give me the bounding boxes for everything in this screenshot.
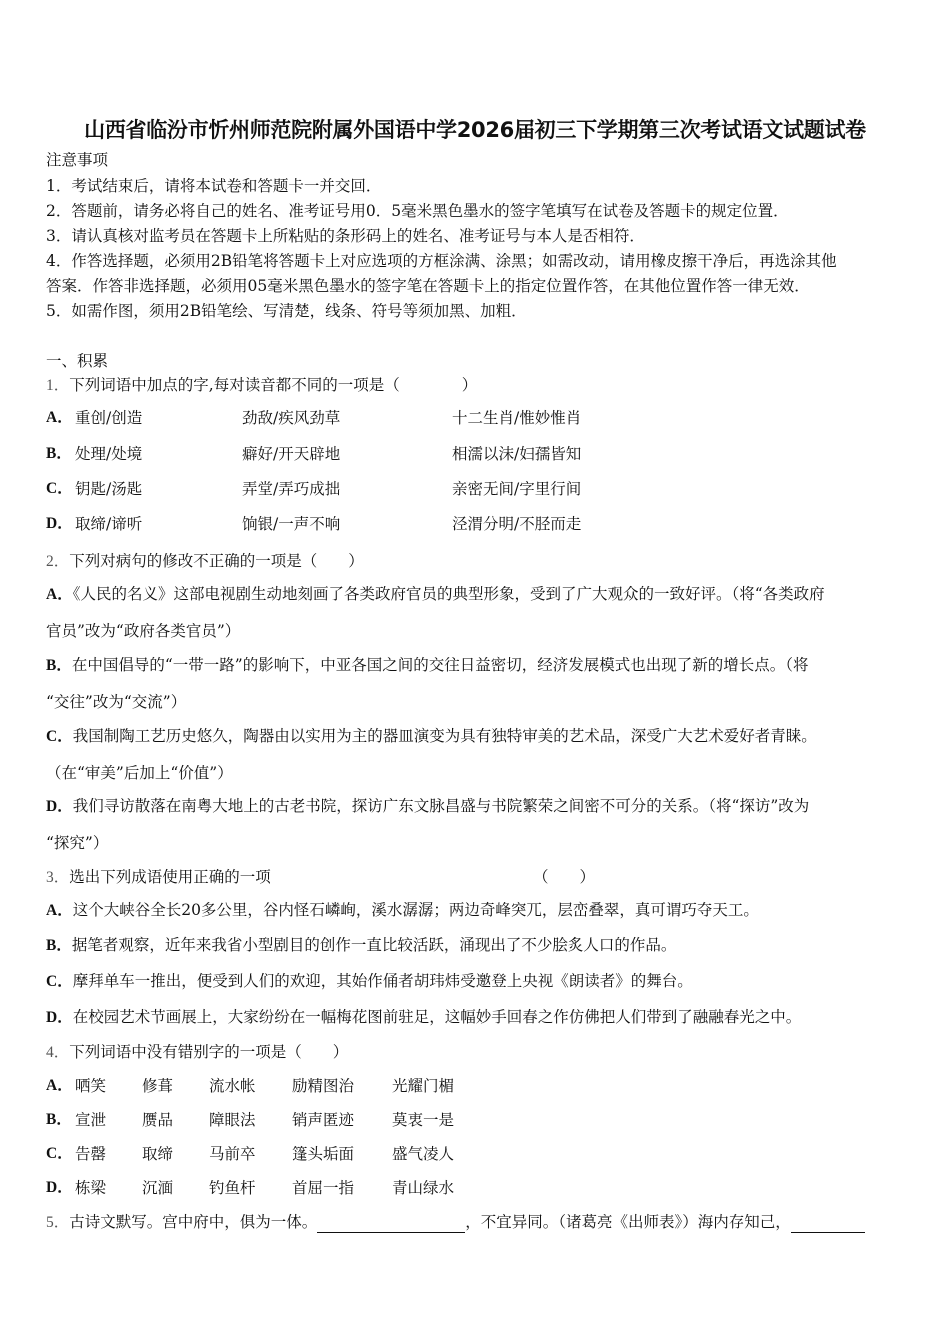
- option-word: 励精图治: [292, 1077, 355, 1095]
- option-label: B．: [46, 445, 72, 462]
- notice-item: 2．答题前，请务必将自己的姓名、准考证号用0．5毫米黑色墨水的签字笔填写在试卷及答题卡的规定位置．: [46, 202, 789, 220]
- option-label: D．: [46, 1009, 73, 1026]
- option-word: 宣泄: [75, 1111, 107, 1129]
- option-label: A．: [46, 409, 73, 426]
- question-text: 选出下列成语使用正确的一项: [69, 868, 271, 886]
- notice-item: 5．如需作图，须用2B铅笔绘、写清楚，线条、符号等须加黑、加粗．: [46, 302, 527, 320]
- question-2-stem: [46, 551, 364, 572]
- notice-item: 3．请认真核对监考员在答题卡上所粘贴的条形码上的姓名、准考证号与本人是否相符．: [46, 227, 645, 245]
- option-word: 流水帐: [209, 1077, 256, 1095]
- notice-item: 1．考试结束后，请将本试卷和答题卡一并交回．: [46, 177, 382, 195]
- question-2-option-a: [46, 584, 825, 605]
- option-label: B．: [46, 937, 72, 954]
- option-label: C．: [46, 973, 73, 990]
- option-word: 盛气凌人: [392, 1145, 455, 1163]
- question-5: [46, 1212, 865, 1233]
- answer-parentheses: （ ）: [533, 868, 596, 886]
- option-text-continued: “探究”）: [46, 834, 109, 852]
- option-word: 首屈一指: [292, 1179, 355, 1197]
- option-word: 钥匙/汤匙: [75, 480, 143, 498]
- question-2-option-d: [46, 796, 809, 817]
- option-word: 重创/创造: [75, 409, 143, 427]
- option-word: 十二生肖/惟妙惟肖: [452, 409, 582, 427]
- option-word: 癖好/开天辟地: [242, 445, 341, 463]
- question-4-stem: [46, 1042, 348, 1063]
- option-word: 修葺: [142, 1077, 174, 1095]
- question-2-option-c: [46, 726, 817, 747]
- question-3-option-b: [46, 935, 676, 956]
- option-text-continued: （在“审美”后加上“价值”）: [46, 764, 233, 782]
- question-number: 4．: [46, 1044, 70, 1061]
- option-text: 我们寻访散落在南粤大地上的古老书院，探访广东文脉昌盛与书院繁荣之间密不可分的关系。（将“探访”改为: [72, 797, 810, 815]
- question-text: 古诗文默写。宫中府中，俱为一体。: [69, 1213, 318, 1231]
- option-text-continued: “交往”改为“交流”）: [46, 693, 187, 711]
- section-heading: 一、积累: [46, 352, 109, 370]
- option-label: A．: [46, 586, 73, 603]
- option-text: 据笔者观察，近年来我省小型剧目的创作一直比较活跃，涌现出了不少脍炙人口的作品。: [71, 936, 677, 954]
- option-label: A．: [46, 902, 73, 919]
- option-word: 泾渭分明/不胫而走: [452, 515, 582, 533]
- notice-item: 4．作答选择题，必须用2B铅笔将答题卡上对应选项的方框涂满、涂黑；如需改动，请用橡皮擦干净后，再选涂其他: [46, 252, 837, 270]
- option-text: 摩拜单车一推出，便受到人们的欢迎，其始作俑者胡玮炜受邀登上央视《朗读者》的舞台。: [72, 972, 693, 990]
- option-word: 劲敌/疾风劲草: [242, 409, 341, 427]
- option-text: 《人民的名义》这部电视剧生动地刻画了各类政府官员的典型形象，受到了广大观众的一致好评。（将“各类政府: [72, 585, 825, 603]
- option-word: 哂笑: [75, 1077, 107, 1095]
- option-text: 我国制陶工艺历史悠久，陶器由以实用为主的器皿演变为具有独特审美的艺术品，深受广大艺术爱好者青睐。: [72, 727, 817, 745]
- option-text: 这个大峡谷全长20多公里，谷内怪石嶙峋，溪水潺潺；两边奇峰突兀，层峦叠翠，真可谓巧夺天工。: [72, 901, 759, 919]
- option-word: 告罄: [75, 1145, 107, 1163]
- question-number: 2．: [46, 553, 70, 570]
- option-word: 相濡以沫/妇孺皆知: [452, 445, 582, 463]
- option-word: 钓鱼杆: [209, 1179, 256, 1197]
- option-text: 在校园艺术节画展上，大家纷纷在一幅梅花图前驻足，这幅妙手回春之作仿佛把人们带到了融融春光之中。: [72, 1008, 802, 1026]
- option-word: 沉湎: [142, 1179, 174, 1197]
- option-word: 莫衷一是: [392, 1111, 455, 1129]
- answer-blank[interactable]: [317, 1216, 465, 1233]
- question-3-stem: [46, 867, 271, 888]
- question-number: 3．: [46, 869, 70, 886]
- option-text-continued: 官员”改为“政府各类官员”）: [46, 622, 241, 640]
- option-word: 弄堂/弄巧成拙: [242, 480, 341, 498]
- question-3-option-c: [46, 971, 693, 992]
- question-1-stem: [46, 375, 477, 396]
- option-label: C．: [46, 1145, 73, 1162]
- option-label: D．: [46, 798, 73, 815]
- option-word: 取缔/谛听: [75, 515, 143, 533]
- question-text: ，不宜异同。（诸葛亮《出师表》）海内存知己，: [465, 1213, 791, 1231]
- question-3-option-a: [46, 900, 759, 921]
- option-label: D．: [46, 1179, 73, 1196]
- question-number: 5．: [46, 1214, 70, 1231]
- question-text: 下列对病句的修改不正确的一项是（ ）: [69, 552, 364, 570]
- option-word: 马前卒: [209, 1145, 256, 1163]
- option-word: 亲密无间/字里行间: [452, 480, 582, 498]
- option-word: 取缔: [142, 1145, 174, 1163]
- answer-blank[interactable]: [791, 1216, 865, 1233]
- option-label: C．: [46, 480, 73, 497]
- option-label: B．: [46, 1111, 72, 1128]
- option-word: 处理/处境: [75, 445, 143, 463]
- option-word: 障眼法: [209, 1111, 256, 1129]
- option-label: D．: [46, 515, 73, 532]
- question-3-option-d: [46, 1007, 801, 1028]
- option-word: 青山绿水: [392, 1179, 455, 1197]
- option-word: 栋梁: [75, 1179, 107, 1197]
- question-text: 下列词语中没有错别字的一项是（ ）: [69, 1043, 349, 1061]
- notice-heading: 注意事项: [46, 151, 109, 169]
- option-word: 销声匿迹: [292, 1111, 355, 1129]
- option-text: 在中国倡导的“一带一路”的影响下，中亚各国之间的交往日益密切，经济发展模式也出现了新的增长点。（将: [71, 656, 809, 674]
- question-number: 1．: [46, 377, 70, 394]
- page-title: 山西省临汾市忻州师范院附属外国语中学2026届初三下学期第三次考试语文试题试卷: [84, 118, 866, 142]
- option-word: 篷头垢面: [292, 1145, 355, 1163]
- option-label: A．: [46, 1077, 73, 1094]
- question-2-option-b: [46, 655, 808, 676]
- option-word: 饷银/一声不响: [242, 515, 341, 533]
- question-text: 下列词语中加点的字,每对读音都不同的一项是（ ）: [69, 376, 478, 394]
- option-label: C．: [46, 728, 73, 745]
- option-label: B．: [46, 657, 72, 674]
- notice-item: 答案．作答非选择题，必须用05毫米黑色墨水的签字笔在答题卡上的指定位置作答，在其他位置作答一律无效．: [46, 277, 810, 295]
- option-word: 光耀门楣: [392, 1077, 455, 1095]
- option-word: 赝品: [142, 1111, 174, 1129]
